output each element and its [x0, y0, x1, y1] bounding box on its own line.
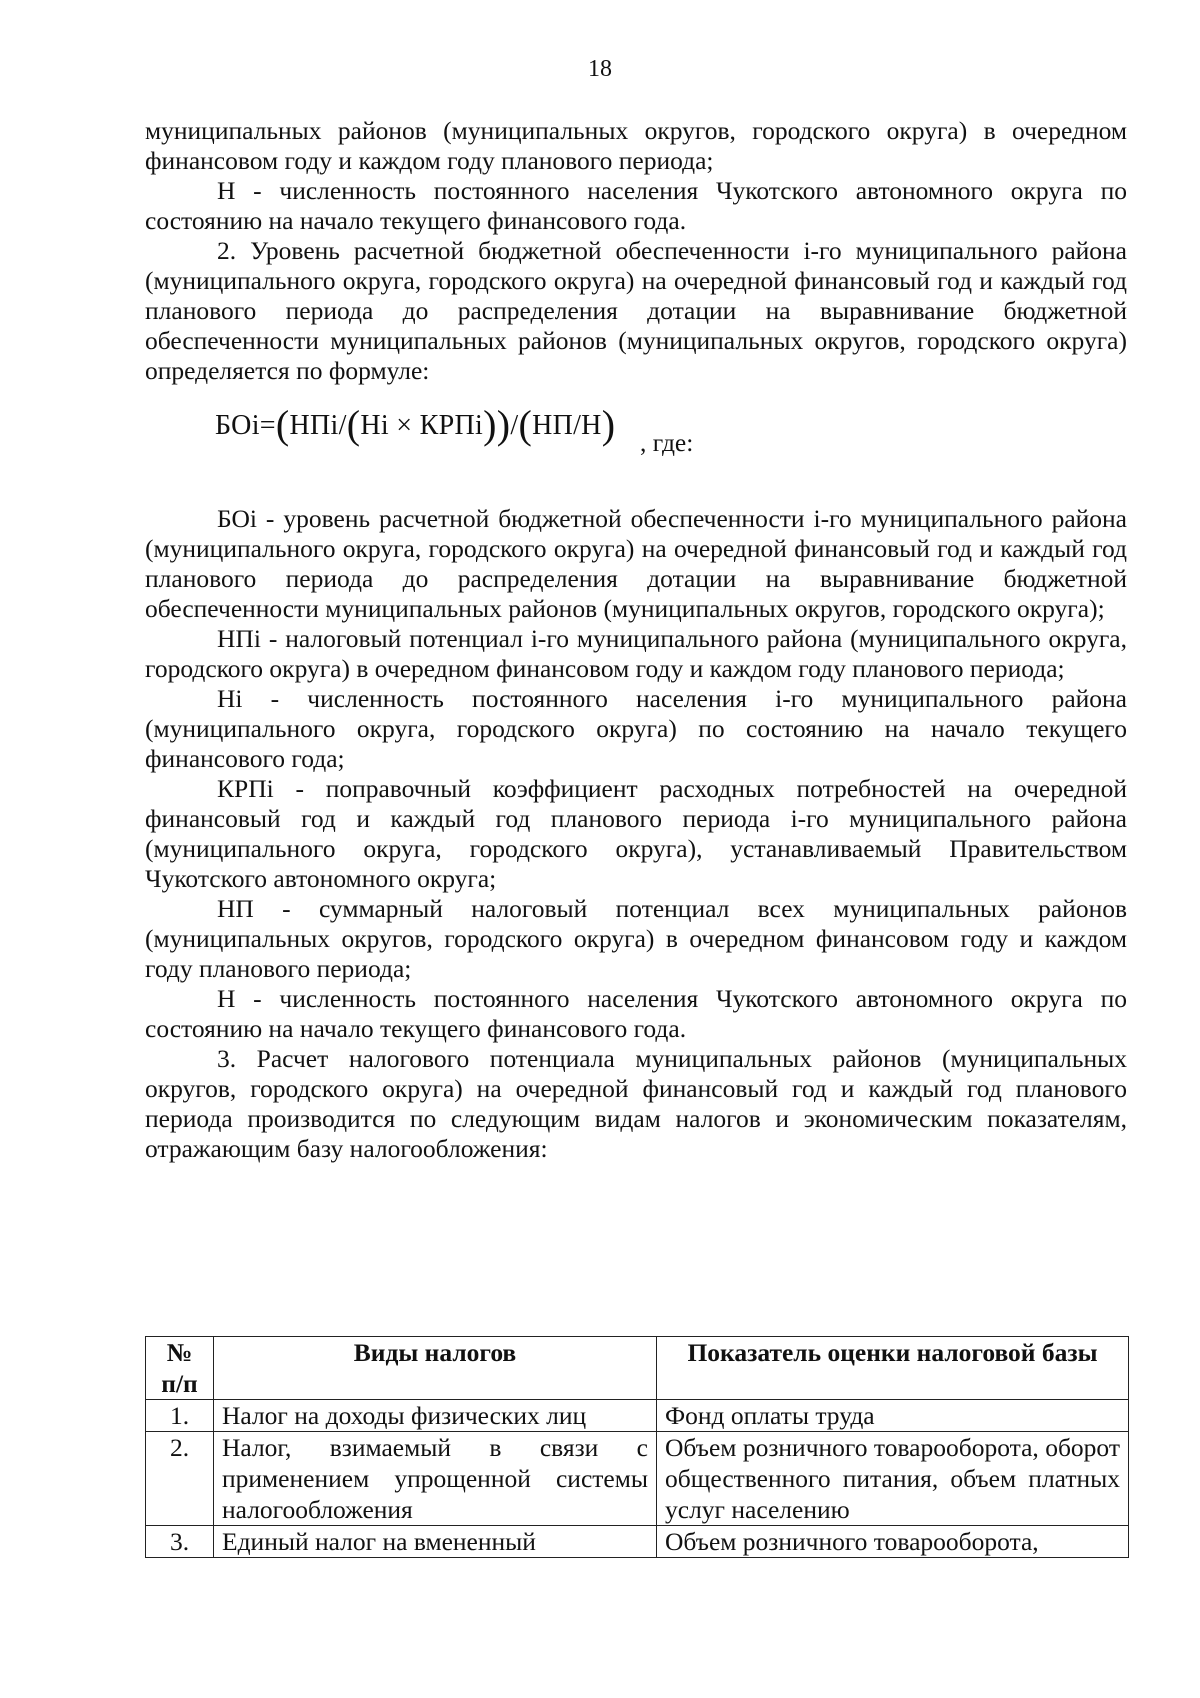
formula — [145, 386, 1127, 504]
table-cell: Объем розничного товарооборота, — [657, 1526, 1129, 1558]
table-cell: 3. — [146, 1526, 214, 1558]
column-header: № п/п — [146, 1337, 214, 1400]
formula-equals: = — [259, 410, 276, 441]
formula-tail: , где: — [640, 428, 694, 457]
paragraph: КРПi - поправочный коэффициент расходных потребностей на очередной финансовый год и каждый год планового периода i-го муниципального района (муниципального округа, городского округа), устанавливаемый Правительством Чукотского автономного округа; — [145, 774, 1127, 893]
paragraph: муниципальных районов (муниципальных округов, городского округа) в очередном финансовом году и каждом году планового периода; — [145, 116, 1127, 175]
paragraph: НПi - налоговый потенциал i-го муниципального района (муниципального округа, городского округа) в очередном финансовом году и каждом году планового периода; — [145, 624, 1127, 683]
paragraph: НП - суммарный налоговый потенциал всех муниципальных районов (муниципальных округов, городского округа) в очередном финансовом году и каждом году планового периода; — [145, 894, 1127, 983]
table-cell: Налог на доходы физических лиц — [214, 1400, 657, 1432]
body-text — [145, 116, 1127, 1164]
table-cell: 2. — [146, 1432, 214, 1526]
formula-part: Нi × КРПi — [360, 410, 484, 441]
paragraph: Н - численность постоянного населения Чукотского автономного округа по состоянию на начало текущего финансового года. — [145, 176, 1127, 235]
table-row — [146, 1400, 1129, 1432]
formula-lhs: БОi — [215, 410, 260, 441]
table-header-row — [146, 1337, 1129, 1400]
column-header: Показатель оценки налоговой базы — [657, 1337, 1129, 1400]
tax-table — [145, 1336, 1129, 1558]
table-cell: Налог, взимаемый в связи с применением упрощенной системы налогообложения — [214, 1432, 657, 1526]
table-row — [146, 1526, 1129, 1558]
paragraph: Нi - численность постоянного населения i-го муниципального района (муниципального округа, городского округа) по состоянию на начало текущего финансового года; — [145, 684, 1127, 773]
formula-part: НП/Н — [532, 410, 602, 441]
table-row — [146, 1432, 1129, 1526]
formula-part: НПi/ — [289, 410, 347, 441]
table-cell: 1. — [146, 1400, 214, 1432]
paragraph: 2. Уровень расчетной бюджетной обеспеченности i-го муниципального района (муниципального округа, городского округа) на очередной финансовый год и каждый год планового периода до распределения дотации на выравнивание бюджетной обеспеченности муниципальных районов (муниципальных округов, городского округа) определяется по формуле: — [145, 236, 1127, 385]
table-cell: Единый налог на вмененный — [214, 1526, 657, 1558]
formula-slash: / — [510, 410, 519, 441]
formula-expression: БОi=(НПi/(Нi × КРПi))/(НП/Н) — [215, 402, 616, 447]
paragraph: 3. Расчет налогового потенциала муниципальных районов (муниципальных округов, городского округа) на очередной финансовый год и каждый год планового периода производится по следующим видам налогов и экономическим показателям, отражающим базу налогообложения: — [145, 1044, 1127, 1163]
table-cell: Объем розничного товарооборота, оборот общественного питания, объем платных услуг населению — [657, 1432, 1129, 1526]
column-header: Виды налогов — [214, 1337, 657, 1400]
table-cell: Фонд оплаты труда — [657, 1400, 1129, 1432]
paragraph: БОi - уровень расчетной бюджетной обеспеченности i-го муниципального района (муниципального округа, городского округа) на очередной финансовый год и каждый год планового периода до распределения дотации на выравнивание бюджетной обеспеченности муниципальных районов (муниципальных округов, городского округа); — [145, 504, 1127, 623]
paragraph: Н - численность постоянного населения Чукотского автономного округа по состоянию на начало текущего финансового года. — [145, 984, 1127, 1043]
page-number: 18 — [588, 56, 612, 82]
